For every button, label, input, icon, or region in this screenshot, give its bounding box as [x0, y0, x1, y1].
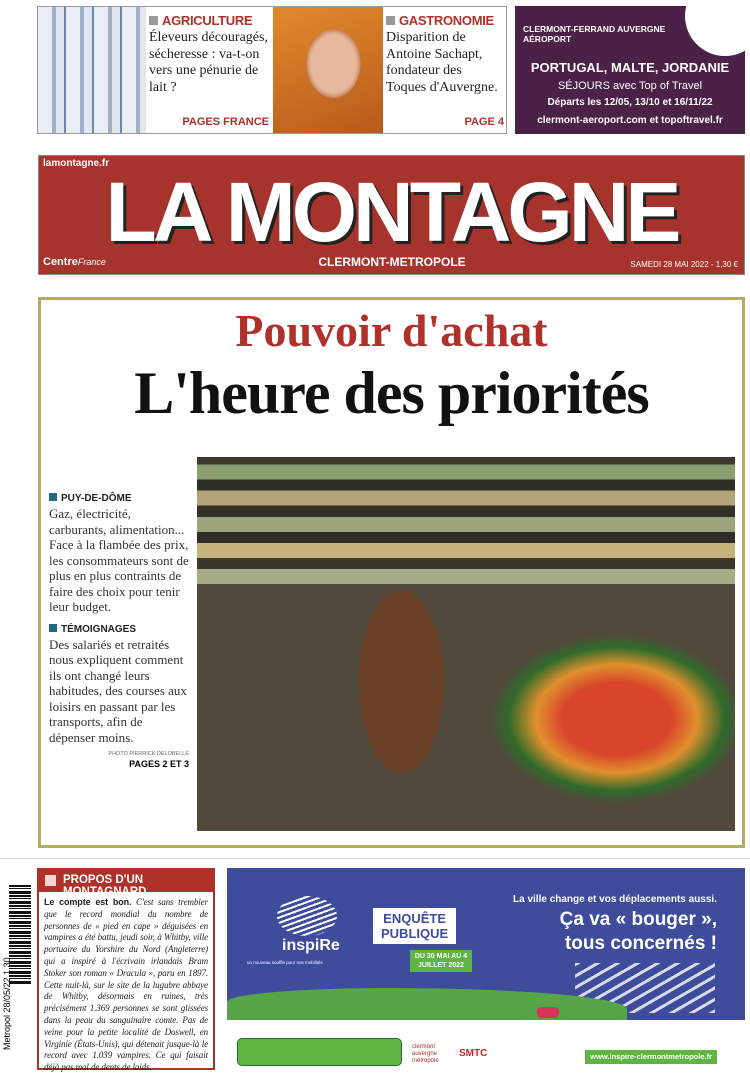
teaser-gastronomie[interactable]: [386, 13, 504, 128]
inspire-logo-mark: [277, 896, 337, 936]
ad-url[interactable]: www.inspire-clermontmetropole.fr: [585, 1050, 717, 1064]
newspaper-logo: LA MONTAGNE: [105, 165, 678, 259]
page-reference: PAGES 2 ET 3: [129, 759, 189, 769]
section-title: PUY-DE-DÔME: [49, 493, 189, 504]
ad-slogan: tous concernés !: [564, 933, 717, 954]
photo-credit: PHOTO PIERRICK DELOBELLE: [108, 751, 189, 757]
section-text: Gaz, électricité, carburants, alimentation... Face à la flambée des prix, les consommateurs sont de plus en plus contraints de faire des choix pour tenir leur budget.: [49, 506, 189, 614]
column-title: PROPOS D'UN MONTAGNARD: [39, 870, 213, 892]
lead-kicker: Pouvoir d'achat: [235, 305, 548, 356]
edition: CLERMONT-METROPOLE: [318, 255, 466, 269]
plane-icon: [685, 6, 745, 56]
ad-line: clermont-aeroport.com et topoftravel.fr: [537, 115, 723, 126]
barcode: [9, 885, 31, 985]
divider: [0, 858, 750, 859]
inspire-logo: inspiRe: [282, 937, 340, 954]
column-text: Le compte est bon. C'est sans trembler que le record mondial du nombre de personnes de « pied en cape » déguisées en vampires a été battu, jeudi soir, à Whitby, ville portuaire du Yorshire du Nord (Angleterre) qui a inspiré à l'écrivain irlandais Bram Stoker son roman « Dracula », paru en 1897. Cette nuit-là, sur le site de la lugubre abbaye de Whitby, désormais en ruines, très précisément 1.369 personnes se sont glissées dans la peau du sanguinaire comte. Pas de veine pour la petite localité de Doswell, en Virginie (États-Unis), qui détenait jusque-là le record avec 1.039 vampires. Ce qui faisait déjà pas mal de dents de laids.: [44, 897, 208, 1073]
enquete-bubble: ENQUÊTE PUBLIQUE: [373, 908, 456, 944]
smtc-logo: SMTC: [459, 1048, 488, 1059]
teaser-strip: [37, 6, 507, 134]
masthead: [38, 155, 745, 275]
propos-column[interactable]: [37, 868, 215, 1073]
hills-illustration: [227, 988, 627, 1023]
lead-sidebar: [49, 493, 189, 769]
teaser-page: PAGE 4: [464, 116, 504, 128]
portrait-photo: [273, 7, 383, 133]
barcode-info: Metropol 28/05/22 1,30: [2, 957, 12, 1050]
bus-illustration: [237, 1038, 402, 1066]
airport-ad[interactable]: [515, 6, 745, 134]
ad-line: Départs les 12/05, 13/10 et 16/11/22: [547, 97, 713, 108]
date-price: SAMEDI 28 MAI 2022 - 1,30 €: [630, 260, 738, 269]
car-illustration: [537, 1007, 559, 1018]
teaser-kicker: AGRICULTURE: [149, 13, 269, 28]
centre-france-logo: CentreFrance: [43, 256, 106, 268]
ad-line: SÉJOURS avec Top of Travel: [557, 80, 703, 92]
airport-brand: CLERMONT-FERRAND AUVERGNE AÉROPORT: [523, 24, 666, 44]
section-title: TÉMOIGNAGES: [49, 624, 189, 635]
teaser-page: PAGES FRANCE: [182, 116, 269, 128]
lead-headline: L'heure des priorités: [134, 360, 649, 426]
enquete-dates: DU 30 MAI AU 4 JUILLET 2022: [410, 950, 472, 972]
ad-line: La ville change et vos déplacements aussi.: [513, 894, 717, 905]
teaser-text: Disparition de Antoine Sachapt, fondateur des Toques d'Auvergne.: [386, 30, 498, 95]
inspire-ad[interactable]: [227, 868, 745, 1070]
website-link[interactable]: lamontagne.fr: [43, 158, 110, 169]
supermarket-photo: [197, 457, 735, 831]
milk-bottles-photo: [38, 7, 146, 133]
lead-story[interactable]: [38, 297, 745, 848]
teaser-text: Éleveurs découragés, sécheresse : va-t-on vers une pénurie de lait ?: [149, 30, 268, 95]
ad-headline: PORTUGAL, MALTE, JORDANIE: [530, 60, 730, 75]
teaser-kicker: GASTRONOMIE: [386, 13, 504, 28]
teaser-agriculture[interactable]: [149, 13, 269, 128]
inspire-tagline: un nouveau souffle pour nos mobilités: [247, 960, 323, 965]
ad-slogan: Ça va « bouger »,: [559, 909, 717, 930]
section-text: Des salariés et retraités nous expliquent comment ils ont changé leurs habitudes, des courses aux loisirs en passant par les transports, afin de dépenser moins.: [49, 636, 187, 745]
sponsor-logo: clermont auvergne métropole: [412, 1044, 439, 1064]
